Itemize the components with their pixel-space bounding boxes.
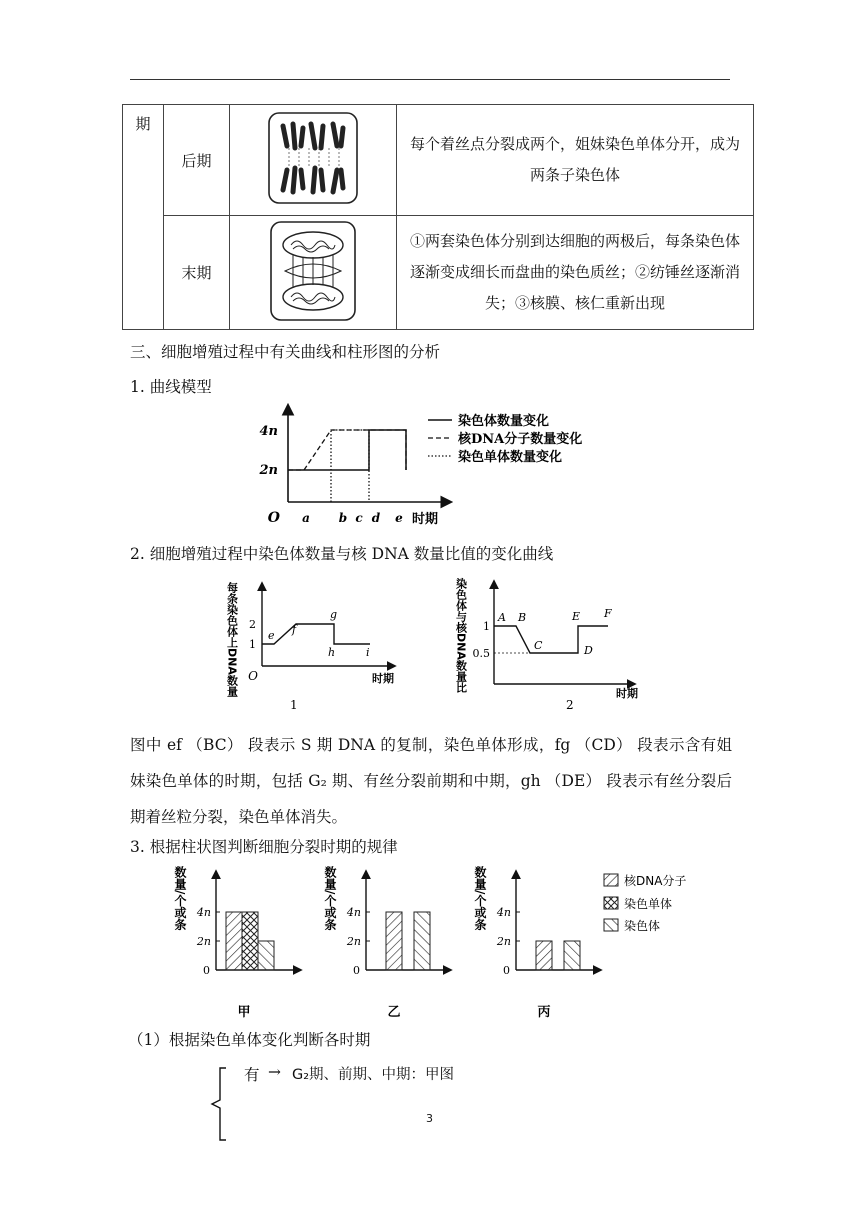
subsection-curve-model: 1. 曲线模型: [130, 378, 212, 396]
bar-dna: [536, 941, 552, 970]
section-title: 三、细胞增殖过程中有关曲线和柱形图的分析: [130, 343, 441, 361]
legend-label: 染色体: [624, 919, 661, 933]
branch-result: G₂期、前期、中期：甲图: [292, 1067, 455, 1083]
telophase-image-cell: [230, 216, 397, 330]
y-tick-label: 4n: [496, 906, 511, 919]
brace-bracket: [204, 1062, 228, 1146]
chromatid-line: [331, 430, 369, 502]
subsection-chromatid-rule: （1）根据染色单体变化判断各时期: [128, 1031, 371, 1049]
y-tick-label: 2n: [346, 935, 361, 948]
bar-dna: [386, 912, 402, 970]
y-axis-label: 数量/个或条: [473, 866, 487, 931]
chromosome-line: [288, 430, 406, 470]
y-tick-label: 0: [353, 964, 360, 977]
point-label: h: [328, 646, 336, 659]
bar-panels: [173, 865, 600, 1020]
point-label: D: [584, 644, 593, 657]
bar-chromosome: [564, 941, 580, 970]
y-tick-label: 0.5: [472, 647, 490, 660]
bar-chromosome: [258, 941, 274, 970]
point-label: E: [572, 610, 581, 623]
y-tick-label: 2n: [196, 935, 211, 948]
bar-panel: [173, 865, 300, 1020]
legend-label: 染色单体数量变化: [458, 450, 563, 465]
x-axis-label: 时期: [372, 672, 394, 685]
y-tick-label: 1: [483, 620, 490, 633]
bar-panel: [473, 865, 600, 1020]
x-tick-label: b: [338, 511, 348, 525]
y-tick-label: 0: [203, 964, 210, 977]
phase-name: 后期: [164, 105, 230, 216]
y-axis-label: 染色体与核DNA数量比: [454, 578, 468, 693]
point-label: e: [268, 629, 275, 642]
y-tick-label: 1: [249, 638, 256, 651]
bar-dna: [226, 912, 242, 970]
subsection-bar-charts: 3. 根据柱状图判断细胞分裂时期的规律: [130, 838, 398, 856]
bar-chromosome: [414, 912, 430, 970]
branch-arrow: →: [268, 1063, 281, 1081]
y-axis-label: 每条染色体上DNA数量: [225, 582, 239, 697]
phase-description: 每个着丝点分裂成两个，姐妹染色单体分开，成为两条子染色体: [397, 105, 754, 216]
legend-label: 核DNA分子数量变化: [458, 432, 583, 447]
dna-line: [288, 430, 406, 470]
ratio-line: [262, 624, 370, 644]
legend-swatch-chromosome: [604, 919, 618, 931]
table-row: [123, 105, 754, 216]
chart-caption: 1: [290, 698, 298, 712]
mitosis-phase-table: [122, 104, 754, 330]
y-tick-label: 4n: [196, 906, 211, 919]
anaphase-image-cell: [230, 105, 397, 216]
curve-model-chart: [259, 402, 600, 532]
page-number: 3: [426, 1112, 433, 1125]
x-axis-label: 时期: [616, 687, 638, 700]
phase-name: 末期: [164, 216, 230, 330]
x-axis-label: 时期: [412, 512, 439, 527]
anaphase-cell-illustration: [263, 110, 363, 206]
legend-swatch-chromatid: [604, 897, 618, 909]
point-label: i: [366, 646, 370, 659]
point-label: C: [534, 639, 543, 652]
x-tick-label: a: [302, 511, 310, 525]
chart-caption: 丙: [537, 1005, 551, 1020]
phase-description: ①两套染色体分别到达细胞的两极后，每条染色体逐渐变成细长而盘曲的染色质丝；②纺锤丝逐渐消失；③核膜、核仁重新出现: [397, 216, 754, 330]
y-axis-label: 数量/个或条: [323, 866, 337, 931]
table-row: [123, 216, 754, 330]
chart-caption: 甲: [237, 1005, 251, 1020]
point-label: B: [518, 611, 527, 624]
chart-caption: 乙: [387, 1005, 401, 1020]
x-tick-label: e: [395, 511, 403, 525]
y-tick-label: 2n: [496, 935, 511, 948]
x-tick-label: c: [355, 511, 363, 525]
point-label: A: [498, 611, 506, 624]
bar-chromatid: [242, 912, 258, 970]
y-tick-label: 4n: [259, 424, 278, 439]
dna-per-chromosome-chart: [222, 578, 402, 710]
y-tick-label: 2n: [259, 463, 278, 478]
subsection-ratio-curve: 2. 细胞增殖过程中染色体数量与核 DNA 数量比值的变化曲线: [130, 545, 554, 563]
y-tick-label: 2: [249, 618, 256, 631]
origin-label: O: [248, 669, 258, 683]
origin-label: O: [267, 510, 280, 526]
point-label: F: [604, 607, 612, 620]
legend-label: 染色体数量变化: [458, 414, 550, 429]
x-tick-label: d: [371, 511, 381, 525]
bar-panel: [323, 865, 450, 1020]
y-tick-label: 0: [503, 964, 510, 977]
legend-label: 染色单体: [624, 897, 673, 911]
chromosome-dna-ratio-chart: [448, 574, 644, 710]
point-label: f: [292, 623, 297, 636]
bar-charts: [170, 864, 700, 1020]
y-tick-label: 4n: [346, 906, 361, 919]
legend-label: 核DNA分子: [624, 874, 687, 888]
period-cell: 期: [123, 105, 164, 330]
chart-caption: 2: [566, 698, 574, 712]
header-rule: [130, 79, 730, 80]
legend-swatch-dna: [604, 874, 618, 886]
branch-label: 有: [244, 1066, 260, 1084]
telophase-cell-illustration: [263, 219, 363, 323]
y-axis-label: 数量/个或条: [173, 866, 187, 931]
point-label: g: [330, 608, 338, 621]
explanation-paragraph: 图中 ef （BC） 段表示 S 期 DNA 的复制，染色单体形成，fg （CD） 段表示含有姐妹染色单体的时期，包括 G₂ 期、有丝分裂前期和中期，gh （DE） 段表示有丝分裂后期着丝粒分裂，染色单体消失。: [130, 736, 732, 826]
